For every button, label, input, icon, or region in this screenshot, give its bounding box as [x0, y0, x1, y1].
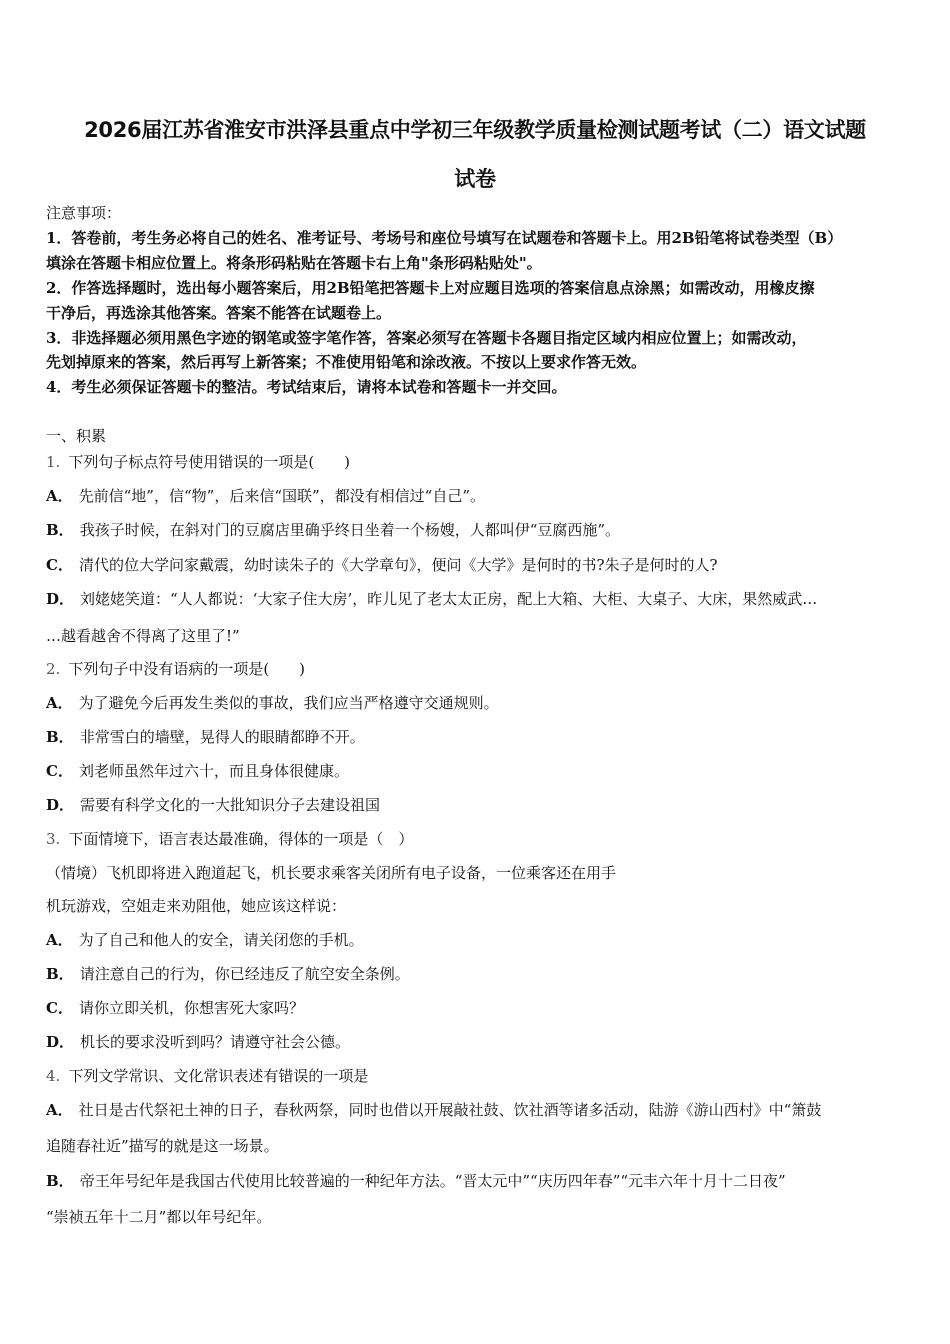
- document-title-line-1: 2026届江苏省淮安市洪泽县重点中学初三年级教学质量检测试题考试（二）语文试题: [84, 118, 866, 142]
- option-text: 我孩子时候，在斜对门的豆腐店里确乎终日坐着一个杨嫂，人都叫伊“豆腐西施”。: [79, 521, 621, 539]
- question-2-option-b: [46, 727, 912, 747]
- option-text: 社日是古代祭祀土神的日子，春秋两祭，同时也借以开展敲社鼓、饮社酒等诸多活动，陆游《游山西村》中“箫鼓: [78, 1101, 822, 1119]
- question-number: 1.: [46, 453, 61, 471]
- option-label: D．: [46, 796, 75, 814]
- question-number: 3.: [46, 830, 61, 848]
- notice-heading: 注意事项：: [46, 204, 122, 222]
- option-label: A．: [46, 931, 73, 949]
- option-text: 非常雪白的墙壁，晃得人的眼睛都睁不开。: [79, 728, 365, 746]
- question-2-option-d: [46, 795, 912, 815]
- option-label: B．: [46, 728, 74, 746]
- option-label: D．: [46, 590, 75, 608]
- option-label: C．: [46, 556, 73, 574]
- question-2-stem: [46, 659, 912, 679]
- question-3-option-d: [46, 1032, 912, 1052]
- notice-line: 先划掉原来的答案，然后再写上新答案；不准使用铅笔和涂改液。不按以上要求作答无效。: [46, 353, 647, 371]
- notice-line: 1．答卷前，考生务必将自己的姓名、准考证号、考场号和座位号填写在试题卷和答题卡上。用2B铅笔将试卷类型（B）: [46, 229, 843, 247]
- option-text: 请注意自己的行为，你已经违反了航空安全条例。: [79, 965, 410, 983]
- option-label: A．: [46, 1101, 73, 1119]
- option-label: D．: [46, 1033, 75, 1051]
- question-number: 4.: [46, 1067, 61, 1085]
- option-text: 机长的要求没听到吗？请遵守社会公德。: [80, 1033, 351, 1051]
- question-4-option-a: [46, 1100, 912, 1120]
- question-2-option-c: [46, 761, 912, 781]
- question-3-option-a: [46, 930, 912, 950]
- option-label: C．: [46, 762, 73, 780]
- option-text: 清代的位大学问家戴震，幼时读朱子的《大学章句》，便问《大学》是何时的书?朱子是何时的人?: [78, 556, 718, 574]
- notice-line: 填涂在答题卡相应位置上。将条形码粘贴在答题卡右上角"条形码粘贴处"。: [46, 254, 542, 272]
- option-text: 为了自己和他人的安全，请关闭您的手机。: [78, 931, 364, 949]
- question-1-option-d-continued: …越看越舍不得离了这里了!”: [46, 627, 240, 645]
- question-3-context: （情境）飞机即将进入跑道起飞，机长要求乘客关闭所有电子设备，一位乘客还在用手: [46, 864, 617, 882]
- section-heading: 一、积累: [46, 427, 107, 445]
- option-text: 先前信“地”，信“物”，后来信“国联”，都没有相信过“自己”。: [78, 487, 485, 505]
- question-1-option-c: [46, 555, 912, 575]
- notice-line: 2．作答选择题时，选出每小题答案后，用2B铅笔把答题卡上对应题目选项的答案信息点涂黑；如需改动，用橡皮擦: [46, 279, 815, 297]
- question-3-option-b: [46, 964, 912, 984]
- question-2-option-a: [46, 693, 912, 713]
- option-label: B．: [46, 965, 74, 983]
- option-text: 请你立即关机，你想害死大家吗？: [78, 999, 304, 1017]
- option-label: B．: [46, 1172, 74, 1190]
- notice-line: 干净后，再选涂其他答案。答案不能答在试题卷上。: [46, 304, 392, 322]
- option-text: 刘老师虽然年过六十，而且身体很健康。: [78, 762, 349, 780]
- option-text: 需要有科学文化的一大批知识分子去建设祖国: [80, 796, 381, 814]
- option-text: 刘姥姥笑道：“人人都说：‘大家子住大房’，昨儿见了老太太正房，配上大箱、大柜、大桌子、大床，果然威武…: [80, 590, 818, 608]
- question-number: 2.: [46, 660, 61, 678]
- question-4-stem: [46, 1066, 912, 1086]
- question-4-option-b: [46, 1171, 912, 1191]
- question-1-option-b: [46, 520, 912, 540]
- option-label: B．: [46, 521, 74, 539]
- notice-line: 3．非选择题必须用黑色字迹的钢笔或签字笔作答，答案必须写在答题卡各题目指定区域内相应位置上；如需改动，: [46, 329, 807, 347]
- question-4-option-a-continued: 追随春社近”描写的就是这一场景。: [46, 1137, 279, 1155]
- question-text: 下列句子中没有语病的一项是( ): [68, 660, 306, 678]
- notice-line: 4．考生必须保证答题卡的整洁。考试结束后，请将本试卷和答题卡一并交回。: [46, 378, 567, 396]
- question-3-option-c: [46, 998, 912, 1018]
- option-label: A．: [46, 487, 73, 505]
- option-text: 为了避免今后再发生类似的事故，我们应当严格遵守交通规则。: [78, 694, 499, 712]
- question-1-option-a: [46, 486, 912, 506]
- question-3-stem: [46, 829, 912, 849]
- question-1-stem: [46, 452, 912, 472]
- question-1-option-d: [46, 589, 912, 609]
- question-4-option-b-continued: “崇祯五年十二月”都以年号纪年。: [46, 1208, 272, 1226]
- question-text: 下面情境下，语言表达最准确，得体的一项是（ ）: [68, 830, 414, 848]
- question-text: 下列文学常识、文化常识表述有错误的一项是: [68, 1067, 369, 1085]
- option-label: C．: [46, 999, 73, 1017]
- document-title-line-2: 试卷: [454, 167, 496, 191]
- option-label: A．: [46, 694, 73, 712]
- option-text: 帝王年号纪年是我国古代使用比较普遍的一种纪年方法。“晋太元中”“庆历四年春”“元丰六年十月十二日夜”: [79, 1172, 786, 1190]
- question-text: 下列句子标点符号使用错误的一项是( ): [68, 453, 351, 471]
- question-3-context: 机玩游戏，空姐走来劝阻他，她应该这样说：: [46, 897, 347, 915]
